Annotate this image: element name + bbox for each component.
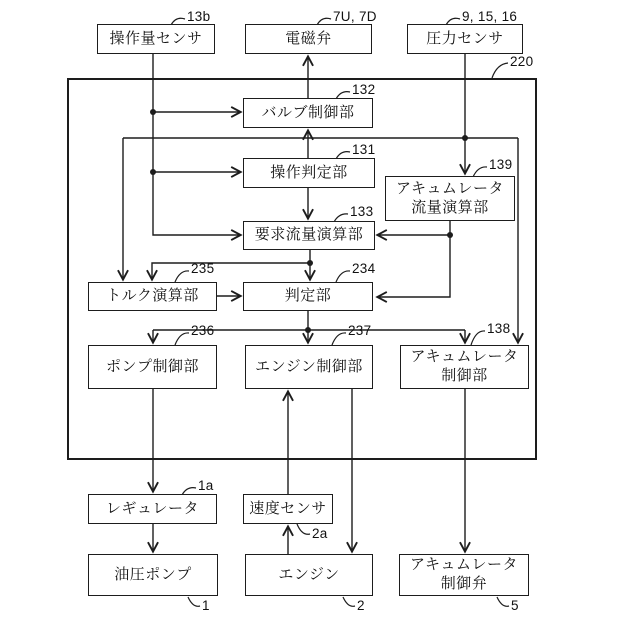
ref-label-7u-7d: 7U, 7D [333, 9, 377, 24]
box-pressure-sensor: 圧力センサ [407, 24, 523, 54]
box-engine: エンジン [245, 554, 373, 596]
box-pump-control-unit: ポンプ制御部 [88, 345, 217, 389]
box-required-flow-calc-unit: 要求流量演算部 [243, 221, 375, 250]
box-accumulator-flow-calc-unit: アキュムレータ 流量演算部 [385, 176, 515, 221]
ref-label-133: 133 [350, 204, 374, 219]
ref-label-236: 236 [191, 323, 215, 338]
ref-label-1a: 1a [198, 478, 214, 493]
ref-label-2a: 2a [312, 526, 328, 541]
box-operation-determination-unit: 操作判定部 [243, 158, 375, 188]
box-valve-control-unit: バルブ制御部 [243, 98, 373, 128]
box-determination-unit: 判定部 [243, 282, 373, 311]
ref-label-132: 132 [352, 82, 376, 97]
box-engine-control-unit: エンジン制御部 [245, 345, 373, 389]
ref-label-237: 237 [348, 323, 372, 338]
wire-opsensor-trunk [153, 54, 240, 235]
box-regulator: レギュレータ [88, 494, 217, 524]
box-accumulator-control-valve: アキュムレータ 制御弁 [399, 554, 529, 596]
ref-label-5: 5 [511, 598, 519, 613]
ref-label-220: 220 [510, 54, 534, 69]
ref-label-131: 131 [352, 142, 376, 157]
ref-label-235: 235 [191, 261, 215, 276]
box-speed-sensor: 速度センサ [243, 494, 333, 524]
box-hydraulic-pump: 油圧ポンプ [88, 554, 218, 596]
ref-label-9-15-16: 9, 15, 16 [462, 9, 518, 24]
ref-label-2: 2 [357, 598, 365, 613]
wire-accumflow-to-judge [378, 221, 450, 297]
box-accumulator-control-unit: アキュムレータ 制御部 [400, 345, 529, 389]
box-operation-amount-sensor: 操作量センサ [97, 24, 215, 54]
ref-label-13b: 13b [187, 9, 211, 24]
ref-label-139: 139 [489, 157, 513, 172]
ref-label-234: 234 [352, 261, 376, 276]
ref-label-138: 138 [487, 321, 511, 336]
box-torque-calc-unit: トルク演算部 [88, 282, 217, 311]
ref-label-1: 1 [202, 598, 210, 613]
wire-requiredflow-to-torque [152, 263, 310, 279]
box-solenoid-valve: 電磁弁 [245, 24, 372, 54]
